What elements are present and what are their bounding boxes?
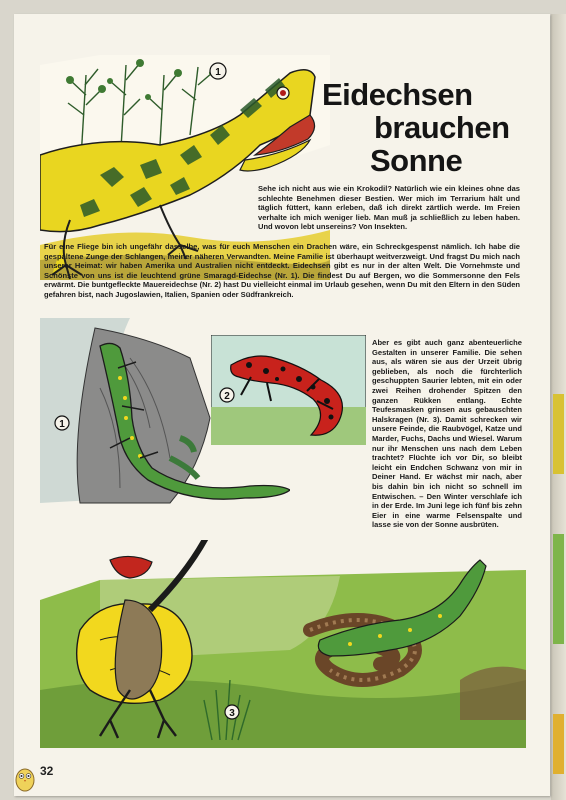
paragraph-3: Aber es gibt auch ganz abenteuerliche Gestalten in unserer Familie. Die sehen aus, als wären sie aus der Urzeit übrig geblieben, als noch die fürchterlich geschuppten Saurier lebten, mit ein oder zwei Reihen drohender Spitzen den ganzen Rükken entlang. Echte Teufesmasken grinsen aus gebauschten Halskragen (Nr. 3). Damit schrecken wir unsere Feinde, die Raubvögel, Katze und Marder, Fuchs, Dachs und Wiesel. Warum nur ihr Menschen uns nach dem Leben trachtet? Flüchte ich vor Dir, so bleibt leicht ein Endchen Schwanz von mir in Deiner Hand. Er wächst mir nach, aber bis dahin bin ich nicht so schnell im Entwischen. – Den Winter verschlafe ich in der Erde. Im Juni lege ich fünf bis zehn Eier in eine warme Felsenspalte und lasse sie von der Sonne ausbrüten. (372, 338, 522, 530)
owl-stamp-logo (14, 762, 36, 792)
page-edge (551, 14, 566, 800)
article-title (322, 78, 510, 177)
figure-number-1: 1 (215, 67, 221, 78)
title-line-2: brauchen (374, 110, 510, 145)
edge-stripe (553, 394, 564, 474)
edge-stripe (553, 714, 564, 774)
page-number: 32 (40, 764, 54, 778)
figure-number-1-lower: 1 (59, 419, 65, 430)
illustration-spotted-lizard (211, 335, 366, 445)
title-line-3: Sonne (370, 143, 463, 178)
illustration-frilled-lizard-scene (40, 540, 526, 748)
title-line-1: Eidechsen (322, 77, 473, 112)
figure-number-3: 3 (229, 708, 235, 719)
paragraph-2: Für eine Fliege bin ich ungefähr dasselbe, was für euch Menschen ein Drachen wäre, ein Schreckgespenst nämlich. Ich habe die gespaltene Zunge der Schlangen, meiner näheren Verwandten. Meine Familie ist überhaupt weitverzweigt. Und fragst Du mich nach unserer Heimat: wir haben Amerika und Australien nicht entdeckt. Eidechsen gibt es nur in der alten Welt. Die Vornehmste und Schönste von uns ist die leuchtend grüne Smaragd-Eidechse (Nr. 1). Die findest Du auf Bergen, wo die Sommersonne den Fels erwärmt. Die buntgefleckte Mauereidechse (Nr. 2) hast Du vielleicht einmal im Urlaub gesehen, wenn Du mit den Eltern in den Süden gefahren bist, nach Jugoslawien, Italien, Spanien oder Südfrankreich. (44, 242, 520, 299)
edge-stripe (553, 534, 564, 644)
paragraph-1: Sehe ich nicht aus wie ein Krokodil? Natürlich wie ein kleines ohne das schlechte Benehmen dieser Bestien. Wer mich im Terrarium hält und täglich füttert, kann erleben, daß ich direkt zärtlich werde. Im Freien verhalte ich mich weniger lieb. Man muß ja schließlich zu leben haben. Und wovon lebt unsereins? Von Insekten. (258, 184, 520, 232)
figure-number-2: 2 (224, 391, 230, 402)
